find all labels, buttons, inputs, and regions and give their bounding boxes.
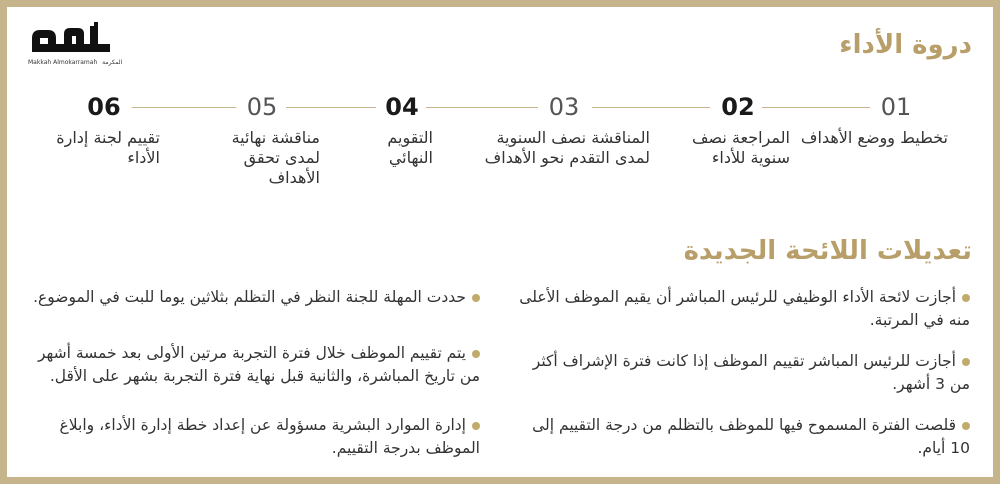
step-number-02: 02 (721, 93, 755, 121)
amendment-bullet (510, 350, 970, 396)
amendment-text: حددت المهلة للجنة النظر في التظلم بثلاثين يوما للبت في الموضوع. (33, 288, 466, 306)
bullet-dot-icon (962, 422, 970, 430)
step-label-04: التقويم النهائي (387, 128, 433, 167)
step-number-01: 01 (880, 93, 912, 121)
bullet-dot-icon (472, 422, 480, 430)
amendment-bullet (510, 286, 970, 332)
step-connector-line (592, 107, 710, 108)
step-connector-line (286, 107, 376, 108)
bullet-dot-icon (962, 358, 970, 366)
amendment-text: يتم تقييم الموظف خلال فترة التجربة مرتين الأولى بعد خمسة أشهر من تاريخ المباشرة، والثانية قبل نهاية فترة التجربة بشهر على الأقل. (37, 344, 480, 385)
performance-cycle-steps (0, 0, 1000, 200)
amendment-bullet (20, 342, 480, 388)
step-connector-line (132, 107, 236, 108)
amendment-text: إدارة الموارد البشرية مسؤولة عن إعداد خطة إدارة الأداء، وابلاغ الموظف بدرجة التقييم. (59, 416, 480, 457)
amendment-text: أجازت للرئيس المباشر تقييم الموظف إذا كانت فترة الإشراف أكثر من 3 أشهر. (532, 352, 970, 393)
performance-cycle-title: دروة الأداء (839, 30, 972, 60)
amendment-bullet (510, 414, 970, 460)
bullet-dot-icon (472, 350, 480, 358)
logo-subtitle-latin: Makkah Almokarramah (28, 59, 98, 66)
step-number-05: 05 (246, 93, 278, 121)
step-connector-line (762, 107, 870, 108)
amendment-text: قلصت الفترة المسموح فيها للموظف بالتظلم من درجة التقييم إلى 10 أيام. (532, 416, 970, 457)
amendment-bullet (20, 414, 480, 460)
step-label-06: تقييم لجنة إدارة الأداء (56, 128, 160, 167)
step-number-06: 06 (87, 93, 121, 121)
step-number-04: 04 (385, 93, 419, 121)
bullet-dot-icon (472, 294, 480, 302)
step-label-01: تخطيط ووضع الأهداف (800, 128, 948, 147)
step-number-03: 03 (548, 93, 580, 121)
new-regulation-amendments-title: تعديلات اللائحة الجديدة (683, 236, 972, 266)
bullet-dot-icon (962, 294, 970, 302)
amendment-text: أجازت لائحة الأداء الوظيفي للرئيس المباشر أن يقيم الموظف الأعلى منه في المرتبة. (519, 288, 970, 329)
amendment-bullet (20, 286, 480, 309)
step-label-05: مناقشة نهائية لمدى تحقق الأهداف (231, 128, 320, 187)
step-label-03: المناقشة نصف السنوية لمدى التقدم نحو الأهداف (484, 128, 650, 167)
logo-subtitle-arabic: المكرمة (102, 59, 123, 66)
step-connector-line (426, 107, 538, 108)
step-label-02: المراجعة نصف سنوية للأداء (691, 128, 790, 167)
